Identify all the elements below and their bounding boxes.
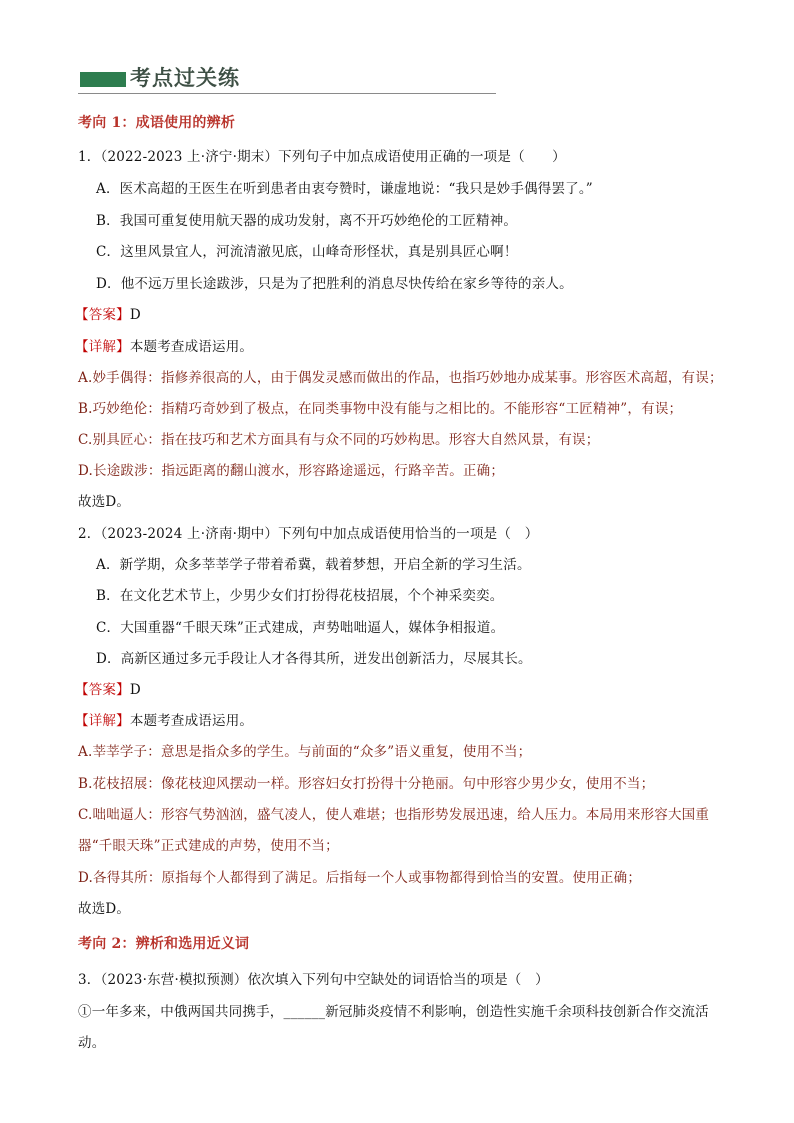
question-1-option-b: B．我国可重复使用航天器的成功发射，离不开巧妙绝伦的工匠精神。 bbox=[96, 213, 518, 229]
question-2-explanation-c-continued: 器“千眼天珠”正式建成的声势，使用不当； bbox=[78, 838, 339, 854]
detail-text: 本题考查成语运用。 bbox=[129, 339, 254, 355]
answer-value: D bbox=[129, 307, 141, 323]
question-3-item-1-continued: 动。 bbox=[78, 1035, 106, 1051]
detail-label: 【详解】 bbox=[75, 339, 130, 355]
question-2-conclusion: 故选D。 bbox=[78, 901, 131, 917]
page-title: 考点过关练 bbox=[130, 65, 240, 90]
question-1-option-d: D．他不远万里长途跋涉，只是为了把胜利的消息尽快传给在家乡等待的亲人。 bbox=[96, 276, 573, 292]
title-underline bbox=[78, 93, 496, 94]
question-1-explanation-b: B.巧妙绝伦：指精巧奇妙到了极点，在同类事物中没有能与之相比的。不能形容“工匠精神”，有误； bbox=[78, 401, 683, 417]
question-1-explanation-d: D.长途跋涉：指远距离的翻山渡水，形容路途遥远，行路辛苦。正确； bbox=[78, 463, 505, 479]
detail-label: 【详解】 bbox=[75, 713, 130, 729]
question-2-explanation-b: B.花枝招展：像花枝迎风摆动一样。形容妇女打扮得十分艳丽。句中形容少男少女，使用不当； bbox=[78, 776, 655, 792]
question-1-conclusion: 故选D。 bbox=[78, 494, 131, 510]
topic-2-heading: 考向 2：辨析和选用近义词 bbox=[78, 936, 250, 952]
question-1-detail bbox=[75, 339, 253, 355]
answer-value: D bbox=[129, 682, 141, 698]
topic-1-heading: 考向 1：成语使用的辨析 bbox=[78, 115, 236, 131]
question-3-item-1: ①一年多来，中俄两国共同携手，______新冠肺炎疫情不利影响，创造性实施千余项科技创新合作交流活 bbox=[78, 1004, 709, 1020]
question-2-answer bbox=[75, 682, 141, 698]
question-1-explanation-c: C.别具匠心：指在技巧和艺术方面具有与众不同的巧妙构思。形容大自然风景，有误； bbox=[78, 432, 600, 448]
question-1-explanation-a: A.妙手偶得：指修养很高的人，由于偶发灵感而做出的作品，也指巧妙地办成某事。形容医术高超，有误； bbox=[78, 370, 723, 386]
question-2-detail bbox=[75, 713, 253, 729]
question-1-option-c: C．这里风景宜人，河流清澈见底，山峰奇形怪状，真是别具匠心啊！ bbox=[96, 244, 518, 260]
question-2-option-a: A．新学期，众多莘莘学子带着希冀，载着梦想，开启全新的学习生活。 bbox=[96, 557, 531, 573]
question-2-explanation-c: C.咄咄逼人：形容气势汹汹，盛气凌人，使人难堪；也指形势发展迅速，给人压力。本局用来形容大国重 bbox=[78, 807, 710, 823]
question-2-option-b: B．在文化艺术节上，少男少女们打扮得花枝招展，个个神采奕奕。 bbox=[96, 588, 504, 604]
question-2-stem: 2．（2023-2024 上·济南·期中）下列句中加点成语使用恰当的一项是（ ） bbox=[78, 526, 539, 542]
question-2-option-c: C．大国重器“千眼天珠”正式建成，声势咄咄逼人，媒体争相报道。 bbox=[96, 620, 505, 636]
detail-text: 本题考查成语运用。 bbox=[129, 713, 254, 729]
question-1-option-a: A．医术高超的王医生在听到患者由衷夸赞时，谦虚地说：“我只是妙手偶得罢了。” bbox=[96, 181, 593, 197]
question-1-answer bbox=[75, 307, 141, 323]
section-title-bar bbox=[80, 72, 126, 87]
question-2-explanation-a: A.莘莘学子：意思是指众多的学生。与前面的“众多”语义重复，使用不当； bbox=[78, 744, 532, 760]
question-2-option-d: D．高新区通过多元手段让人才各得其所，迸发出创新活力，尽展其长。 bbox=[96, 651, 532, 667]
answer-label: 【答案】 bbox=[75, 307, 130, 323]
answer-label: 【答案】 bbox=[75, 682, 130, 698]
question-1-stem: 1．（2022-2023 上·济宁·期末）下列句子中加点成语使用正确的一项是（ ） bbox=[78, 149, 566, 165]
question-3-stem: 3．（2023·东营·模拟预测）依次填入下列句中空缺处的词语恰当的项是（ ） bbox=[78, 972, 549, 988]
question-2-explanation-d: D.各得其所：原指每个人都得到了满足。后指每一个人或事物都得到恰当的安置。使用正确； bbox=[78, 870, 642, 886]
